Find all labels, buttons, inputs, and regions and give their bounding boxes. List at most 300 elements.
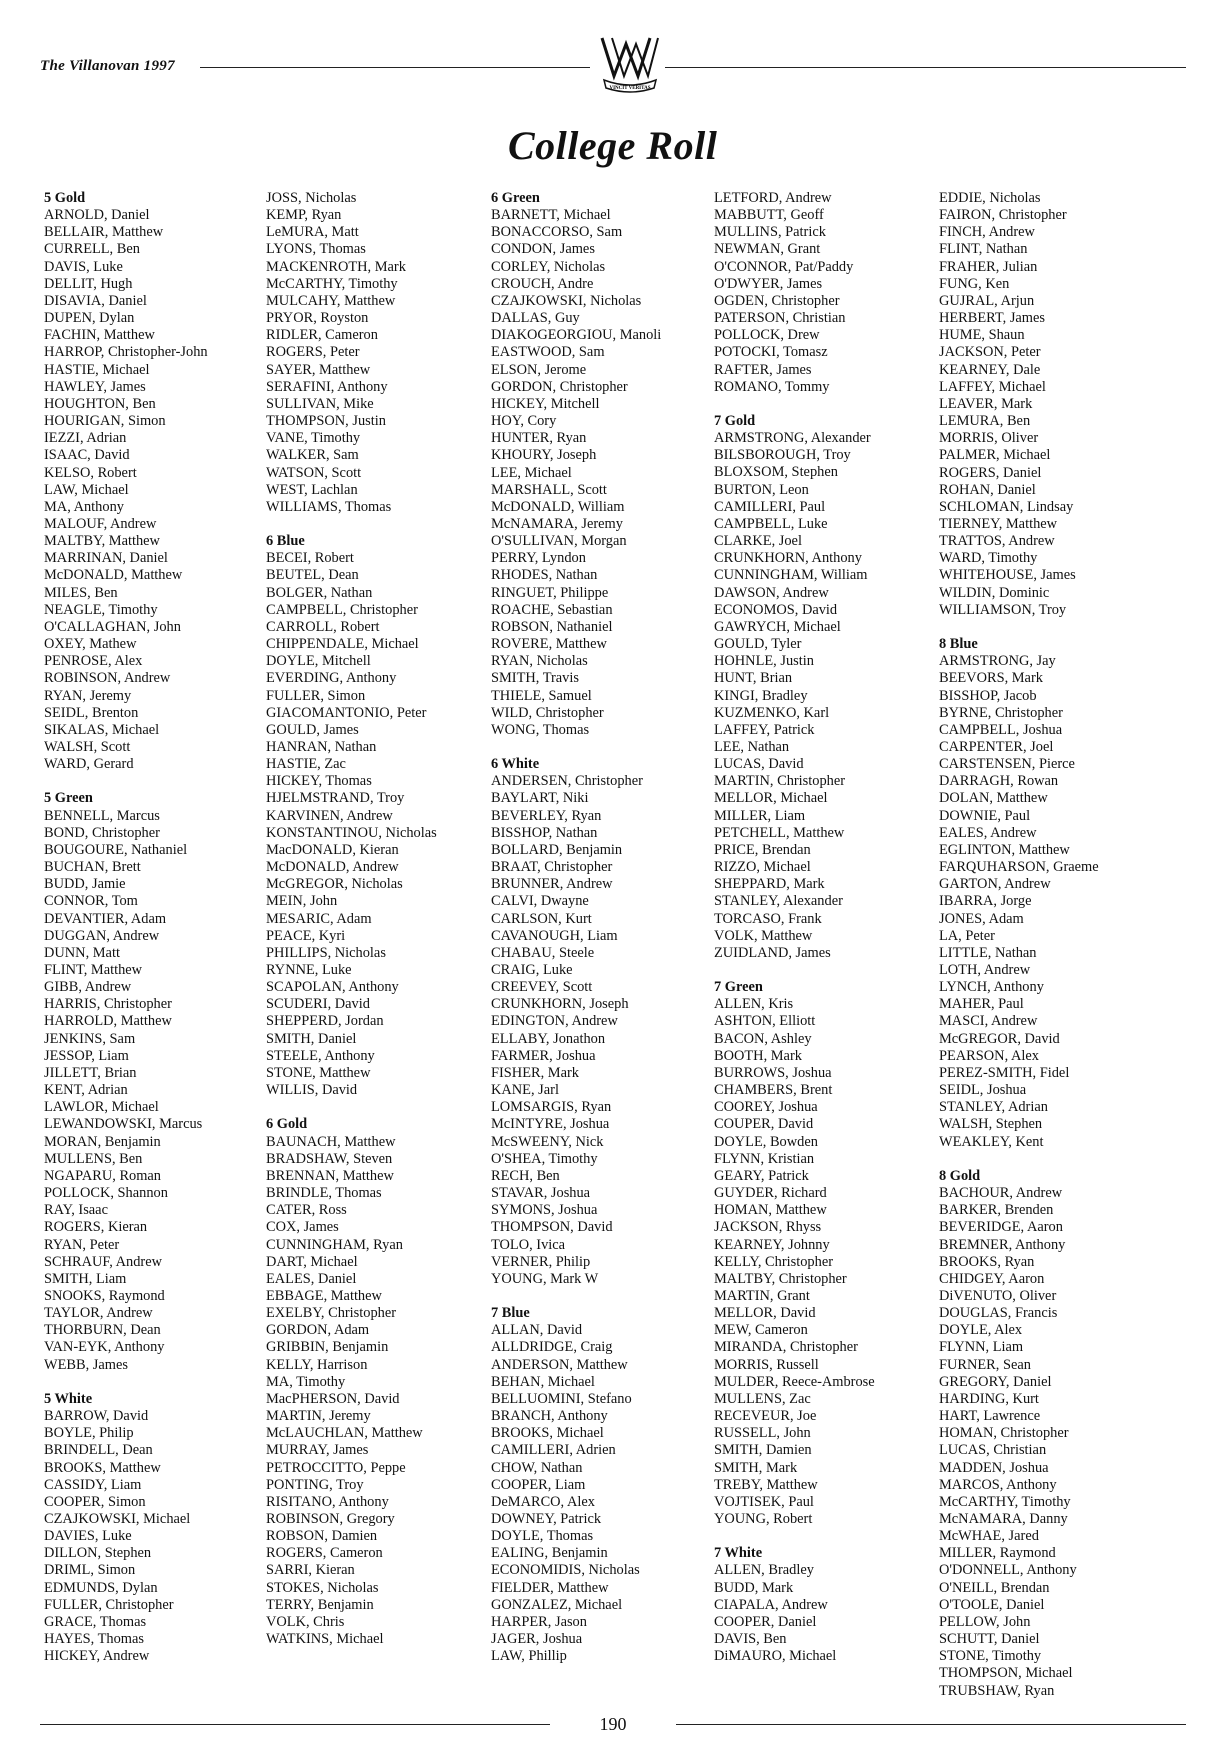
student-name: GORDON, Christopher bbox=[491, 378, 628, 395]
student-name: THOMPSON, Michael bbox=[939, 1665, 1073, 1682]
page-title: College Roll bbox=[508, 123, 718, 168]
student-name: LEMURA, Ben bbox=[939, 413, 1031, 430]
student-name: WARD, Timothy bbox=[939, 550, 1038, 567]
student-name: ARNOLD, Daniel bbox=[44, 207, 150, 224]
student-name: BOND, Christopher bbox=[44, 824, 160, 841]
student-name: CARROLL, Robert bbox=[266, 618, 380, 635]
student-name: RHODES, Nathan bbox=[491, 567, 598, 584]
student-name: KONSTANTINOU, Nicholas bbox=[266, 824, 437, 841]
student-name: SCHLOMAN, Lindsay bbox=[939, 498, 1074, 515]
student-name: WALSH, Scott bbox=[44, 739, 131, 755]
student-name: DILLON, Stephen bbox=[44, 1545, 152, 1562]
student-name: HARROLD, Matthew bbox=[44, 1013, 172, 1030]
student-name: McSWEENY, Nick bbox=[491, 1133, 604, 1150]
student-name: O'CONNOR, Pat/Paddy bbox=[714, 258, 854, 275]
student-name: GOULD, James bbox=[266, 721, 359, 738]
student-name: STANLEY, Alexander bbox=[714, 893, 843, 910]
student-name: CAMILLERI, Paul bbox=[714, 498, 826, 515]
student-name: LITTLE, Nathan bbox=[939, 944, 1037, 961]
student-name: CURRELL, Ben bbox=[44, 241, 140, 258]
student-name: ROHAN, Daniel bbox=[939, 481, 1036, 498]
student-name: LYNCH, Anthony bbox=[939, 979, 1044, 996]
student-name: SAYER, Matthew bbox=[266, 361, 371, 378]
class-section bbox=[939, 636, 1167, 1151]
page-header bbox=[40, 48, 1186, 91]
student-name: LA, Peter bbox=[939, 927, 995, 944]
student-name: EVERDING, Anthony bbox=[266, 670, 397, 687]
student-name: PRICE, Brendan bbox=[714, 841, 811, 858]
student-name: JILLETT, Brian bbox=[44, 1064, 137, 1081]
student-name: FUNG, Ken bbox=[939, 275, 1010, 292]
student-name: O'DWYER, James bbox=[714, 275, 823, 292]
student-name: HOY, Cory bbox=[491, 413, 557, 430]
student-name: BOOTH, Mark bbox=[714, 1047, 802, 1064]
student-name: STOKES, Nicholas bbox=[266, 1579, 379, 1596]
class-section bbox=[491, 1305, 719, 1665]
student-name: BRINDELL, Dean bbox=[44, 1442, 153, 1459]
student-name: VOLK, Chris bbox=[266, 1613, 345, 1630]
student-name: KINGI, Bradley bbox=[714, 687, 808, 704]
student-name: CARPENTER, Joel bbox=[939, 738, 1054, 755]
student-name: DOYLE, Alex bbox=[939, 1322, 1023, 1339]
class-section bbox=[714, 190, 942, 396]
student-name: CIAPALA, Andrew bbox=[714, 1596, 828, 1613]
student-name: FULLER, Christopher bbox=[44, 1596, 174, 1613]
publication-title: The Villanovan 1997 bbox=[40, 58, 175, 74]
student-name: MARRINAN, Daniel bbox=[44, 550, 168, 567]
student-name: FRAHER, Julian bbox=[939, 258, 1038, 275]
student-name: HART, Lawrence bbox=[939, 1408, 1041, 1425]
class-heading: 7 Green bbox=[714, 979, 763, 996]
student-name: ROGERS, Cameron bbox=[266, 1545, 383, 1562]
student-name: HARRIS, Christopher bbox=[44, 996, 172, 1013]
student-name: BILSBOROUGH, Troy bbox=[714, 447, 851, 464]
student-name: TIERNEY, Matthew bbox=[939, 515, 1058, 532]
student-name: EXELBY, Christopher bbox=[266, 1305, 397, 1322]
student-name: DAVIS, Luke bbox=[44, 258, 123, 275]
student-name: DELLIT, Hugh bbox=[44, 275, 133, 292]
student-name: PRYOR, Royston bbox=[266, 310, 369, 327]
student-name: GEARY, Patrick bbox=[714, 1167, 809, 1184]
student-name: O'NEILL, Brendan bbox=[939, 1579, 1050, 1596]
student-name: BOLLARD, Benjamin bbox=[491, 841, 623, 858]
student-name: GORDON, Adam bbox=[266, 1322, 370, 1339]
student-name: ZUIDLAND, James bbox=[714, 944, 831, 961]
student-name: HANRAN, Nathan bbox=[266, 738, 377, 755]
student-name: ROACHE, Sebastian bbox=[491, 601, 613, 618]
student-name: CRUNKHORN, Joseph bbox=[491, 996, 629, 1013]
class-heading: 8 Gold bbox=[939, 1167, 981, 1184]
student-name: WHITEHOUSE, James bbox=[939, 567, 1076, 584]
student-name: BUDD, Jamie bbox=[44, 876, 126, 893]
student-name: WARD, Gerard bbox=[44, 756, 134, 773]
student-name: DEVANTIER, Adam bbox=[44, 910, 167, 927]
student-name: GREGORY, Daniel bbox=[939, 1373, 1052, 1390]
student-name: KUZMENKO, Karl bbox=[714, 704, 830, 721]
student-name: DOLAN, Matthew bbox=[939, 790, 1048, 807]
student-name: HOMAN, Christopher bbox=[939, 1425, 1069, 1442]
student-name: McDONALD, William bbox=[491, 498, 625, 515]
student-name: RYAN, Peter bbox=[44, 1236, 120, 1253]
student-name: RYAN, Jeremy bbox=[44, 687, 132, 704]
class-heading: 6 Gold bbox=[266, 1116, 308, 1133]
student-name: PETCHELL, Matthew bbox=[714, 824, 845, 841]
student-name: PONTING, Troy bbox=[266, 1476, 364, 1493]
student-name: POTOCKI, Tomasz bbox=[714, 344, 828, 361]
student-name: HICKEY, Thomas bbox=[266, 773, 372, 790]
student-name: CUNNINGHAM, Ryan bbox=[266, 1236, 403, 1253]
student-name: KEARNEY, Dale bbox=[939, 361, 1041, 378]
student-name: HOHNLE, Justin bbox=[714, 653, 814, 670]
student-name: KELSO, Robert bbox=[44, 464, 137, 481]
student-name: CAMPBELL, Christopher bbox=[266, 601, 418, 618]
student-name: GRACE, Thomas bbox=[44, 1613, 147, 1630]
student-name: ALLEN, Bradley bbox=[714, 1562, 814, 1579]
header-rule-left bbox=[200, 67, 590, 68]
student-name: VOLK, Matthew bbox=[714, 927, 813, 944]
student-name: EALES, Andrew bbox=[939, 824, 1037, 841]
student-name: FULLER, Simon bbox=[266, 687, 366, 704]
student-name: WONG, Thomas bbox=[491, 721, 590, 738]
student-name: CHIDGEY, Aaron bbox=[939, 1270, 1045, 1287]
class-section bbox=[44, 790, 272, 1373]
student-name: DISAVIA, Daniel bbox=[44, 292, 147, 309]
student-name: SMITH, Damien bbox=[714, 1442, 812, 1459]
student-name: PETROCCITTO, Peppe bbox=[266, 1459, 406, 1476]
student-name: McDONALD, Andrew bbox=[266, 859, 399, 876]
student-name: EALING, Benjamin bbox=[491, 1545, 608, 1562]
student-name: McCARTHY, Timothy bbox=[939, 1493, 1071, 1510]
student-name: SMITH, Daniel bbox=[266, 1030, 357, 1047]
roll-column-4 bbox=[714, 190, 942, 1683]
student-name: JOSS, Nicholas bbox=[266, 190, 357, 206]
student-name: CAVANOUGH, Liam bbox=[491, 927, 618, 944]
student-name: MIRANDA, Christopher bbox=[714, 1339, 858, 1356]
student-name: MacDONALD, Kieran bbox=[266, 841, 399, 858]
student-name: LETFORD, Andrew bbox=[714, 190, 832, 206]
student-name: DAWSON, Andrew bbox=[714, 584, 829, 601]
student-name: KANE, Jarl bbox=[491, 1082, 559, 1099]
student-name: ALLAN, David bbox=[491, 1322, 583, 1339]
student-name: BLOXSOM, Stephen bbox=[714, 464, 838, 481]
student-name: BAYLART, Niki bbox=[491, 790, 589, 807]
student-name: DRIML, Simon bbox=[44, 1562, 136, 1579]
student-name: IEZZI, Adrian bbox=[44, 430, 127, 447]
student-name: WEBB, James bbox=[44, 1356, 128, 1373]
student-name: CUNNINGHAM, William bbox=[714, 567, 868, 584]
student-name: SYMONS, Joshua bbox=[491, 1202, 598, 1219]
student-name: ARMSTRONG, Alexander bbox=[714, 430, 871, 447]
student-name: LOTH, Andrew bbox=[939, 962, 1031, 979]
student-name: MA, Anthony bbox=[44, 498, 124, 515]
student-name: MILLER, Liam bbox=[714, 807, 806, 824]
class-section bbox=[491, 190, 719, 739]
student-name: CATER, Ross bbox=[266, 1202, 347, 1219]
student-name: DUNN, Matt bbox=[44, 944, 120, 961]
student-name: SCHRAUF, Andrew bbox=[44, 1253, 162, 1270]
student-name: WILLIAMS, Thomas bbox=[266, 498, 392, 515]
student-name: McDONALD, Matthew bbox=[44, 567, 183, 584]
student-name: RINGUET, Philippe bbox=[491, 584, 609, 601]
student-name: MEIN, John bbox=[266, 893, 338, 910]
student-name: FLINT, Nathan bbox=[939, 241, 1028, 258]
student-name: WATSON, Scott bbox=[266, 464, 362, 481]
class-heading: 5 White bbox=[44, 1390, 93, 1407]
student-name: ELSON, Jerome bbox=[491, 361, 587, 378]
student-name: WALSH, Stephen bbox=[939, 1116, 1043, 1133]
student-name: O'CALLAGHAN, John bbox=[44, 618, 181, 635]
student-name: MULCAHY, Matthew bbox=[266, 292, 396, 309]
student-name: OXEY, Mathew bbox=[44, 636, 137, 653]
student-name: BARNETT, Michael bbox=[491, 207, 611, 224]
student-name: RECEVEUR, Joe bbox=[714, 1408, 817, 1425]
student-name: LAWLOR, Michael bbox=[44, 1099, 159, 1116]
student-name: YOUNG, Robert bbox=[714, 1511, 813, 1527]
student-name: HASTIE, Michael bbox=[44, 361, 150, 378]
student-name: GAWRYCH, Michael bbox=[714, 618, 841, 635]
student-name: THOMPSON, Justin bbox=[266, 413, 386, 430]
student-name: RAFTER, James bbox=[714, 361, 812, 378]
class-section bbox=[939, 1168, 1167, 1700]
student-name: COOPER, Liam bbox=[491, 1476, 586, 1493]
student-name: CZAJKOWSKI, Nicholas bbox=[491, 292, 642, 309]
student-name: McCARTHY, Timothy bbox=[266, 275, 398, 292]
student-name: NGAPARU, Roman bbox=[44, 1167, 162, 1184]
student-name: FISHER, Mark bbox=[491, 1064, 579, 1081]
student-name: KENT, Adrian bbox=[44, 1082, 128, 1099]
student-name: O'SHEA, Timothy bbox=[491, 1150, 598, 1167]
student-name: HUNTER, Ryan bbox=[491, 430, 587, 447]
student-name: ANDERSON, Matthew bbox=[491, 1356, 628, 1373]
student-name: MULDER, Reece-Ambrose bbox=[714, 1373, 875, 1390]
student-name: MILES, Ben bbox=[44, 584, 118, 601]
student-name: FAIRON, Christopher bbox=[939, 207, 1067, 224]
student-name: STONE, Timothy bbox=[939, 1648, 1042, 1665]
student-name: DeMARCO, Alex bbox=[491, 1493, 595, 1510]
student-name: ROBSON, Damien bbox=[266, 1528, 378, 1545]
student-name: MULLINS, Patrick bbox=[714, 224, 826, 241]
student-name: MESARIC, Adam bbox=[266, 910, 372, 927]
student-name: LAW, Michael bbox=[44, 481, 129, 498]
class-heading: 7 Blue bbox=[491, 1305, 530, 1322]
class-heading: 7 Gold bbox=[714, 413, 756, 430]
student-name: ANDERSEN, Christopher bbox=[491, 773, 643, 790]
student-name: SCUDERI, David bbox=[266, 996, 370, 1013]
student-name: CLARKE, Joel bbox=[714, 533, 802, 550]
roll-column-3 bbox=[491, 190, 719, 1683]
student-name: KEMP, Ryan bbox=[266, 207, 342, 224]
class-heading: 5 Gold bbox=[44, 190, 86, 206]
class-section bbox=[266, 533, 494, 1099]
student-name: HARROP, Christopher-John bbox=[44, 344, 208, 361]
student-name: MAHER, Paul bbox=[939, 996, 1024, 1013]
student-name: BOYLE, Philip bbox=[44, 1425, 134, 1442]
student-name: JESSOP, Liam bbox=[44, 1047, 129, 1064]
student-name: BEEVORS, Mark bbox=[939, 670, 1043, 687]
student-name: ROGERS, Peter bbox=[266, 344, 360, 361]
student-name: MORRIS, Russell bbox=[714, 1356, 819, 1373]
student-name: RIDLER, Cameron bbox=[266, 327, 378, 344]
student-name: DAVIS, Ben bbox=[714, 1631, 787, 1648]
student-name: VAN-EYK, Anthony bbox=[44, 1339, 165, 1356]
student-name: O'TOOLE, Daniel bbox=[939, 1596, 1045, 1613]
student-name: HUME, Shaun bbox=[939, 327, 1025, 344]
student-name: VANE, Timothy bbox=[266, 430, 361, 447]
student-name: LEE, Nathan bbox=[714, 738, 790, 755]
roll-column-2 bbox=[266, 190, 494, 1665]
class-section bbox=[44, 190, 272, 773]
student-name: NEWMAN, Grant bbox=[714, 241, 821, 258]
header-rule-right bbox=[665, 67, 1186, 68]
student-name: KHOURY, Joseph bbox=[491, 447, 597, 464]
student-name: THORBURN, Dean bbox=[44, 1322, 161, 1339]
class-section bbox=[266, 1116, 494, 1648]
student-name: TORCASO, Frank bbox=[714, 910, 822, 927]
class-section bbox=[714, 979, 942, 1528]
student-name: BEUTEL, Dean bbox=[266, 567, 359, 584]
student-name: FACHIN, Matthew bbox=[44, 327, 155, 344]
student-name: MALTBY, Matthew bbox=[44, 533, 160, 550]
student-name: EDMUNDS, Dylan bbox=[44, 1579, 158, 1596]
student-name: JAGER, Joshua bbox=[491, 1631, 583, 1648]
student-name: TOLO, Ivica bbox=[491, 1236, 566, 1253]
student-name: WATKINS, Michael bbox=[266, 1631, 384, 1648]
student-name: BISSHOP, Nathan bbox=[491, 824, 598, 841]
student-name: ROMANO, Tommy bbox=[714, 378, 830, 395]
student-name: McNAMARA, Danny bbox=[939, 1511, 1068, 1527]
page-footer bbox=[40, 1714, 1186, 1734]
student-name: BONACCORSO, Sam bbox=[491, 224, 623, 241]
student-name: IBARRA, Jorge bbox=[939, 893, 1032, 910]
student-name: KELLY, Christopher bbox=[714, 1253, 834, 1270]
student-name: McGREGOR, Nicholas bbox=[266, 876, 403, 893]
student-name: EBBAGE, Matthew bbox=[266, 1287, 382, 1304]
student-name: DALLAS, Guy bbox=[491, 310, 580, 327]
student-name: LeMURA, Matt bbox=[266, 224, 359, 241]
student-name: OGDEN, Christopher bbox=[714, 292, 840, 309]
student-name: BOUGOURE, Nathaniel bbox=[44, 841, 188, 858]
student-name: CAMILLERI, Adrien bbox=[491, 1442, 616, 1459]
student-name: HARPER, Jason bbox=[491, 1613, 587, 1630]
student-name: MORAN, Benjamin bbox=[44, 1133, 161, 1150]
student-name: HAYES, Thomas bbox=[44, 1631, 144, 1648]
student-name: PEACE, Kyri bbox=[266, 927, 346, 944]
student-name: MADDEN, Joshua bbox=[939, 1459, 1049, 1476]
student-name: BEVERLEY, Ryan bbox=[491, 807, 602, 824]
student-name: MELLOR, Michael bbox=[714, 790, 828, 807]
student-name: DART, Michael bbox=[266, 1253, 358, 1270]
student-name: CHABAU, Steele bbox=[491, 944, 595, 961]
student-name: BEVERIDGE, Aaron bbox=[939, 1219, 1063, 1236]
student-name: STAVAR, Joshua bbox=[491, 1185, 591, 1202]
student-name: SIKALAS, Michael bbox=[44, 721, 160, 738]
student-name: SERAFINI, Anthony bbox=[266, 378, 388, 395]
student-name: LAFFEY, Patrick bbox=[714, 721, 815, 738]
student-name: PEREZ-SMITH, Fidel bbox=[939, 1064, 1070, 1081]
class-heading: 6 White bbox=[491, 756, 540, 773]
student-name: VERNER, Philip bbox=[491, 1253, 591, 1270]
class-section bbox=[714, 1545, 942, 1665]
student-name: ROGERS, Kieran bbox=[44, 1219, 148, 1236]
student-name: BACON, Ashley bbox=[714, 1030, 812, 1047]
student-name: DOYLE, Bowden bbox=[714, 1133, 818, 1150]
student-name: THOMPSON, David bbox=[491, 1219, 613, 1236]
student-name: FINCH, Andrew bbox=[939, 224, 1035, 241]
student-name: DAVIES, Luke bbox=[44, 1528, 132, 1545]
student-name: WILLIAMSON, Troy bbox=[939, 601, 1067, 618]
student-name: ELLABY, Jonathon bbox=[491, 1030, 606, 1047]
student-name: CHOW, Nathan bbox=[491, 1459, 583, 1476]
student-name: SHEPPARD, Mark bbox=[714, 876, 825, 893]
student-name: SHEPPERD, Jordan bbox=[266, 1013, 384, 1030]
student-name: MULLENS, Zac bbox=[714, 1390, 811, 1407]
student-name: BELLAIR, Matthew bbox=[44, 224, 164, 241]
student-name: GIACOMANTONIO, Peter bbox=[266, 704, 427, 721]
student-name: ASHTON, Elliott bbox=[714, 1013, 816, 1030]
student-name: SEIDL, Brenton bbox=[44, 704, 139, 721]
student-name: DOUGLAS, Francis bbox=[939, 1305, 1058, 1322]
student-name: RIZZO, Michael bbox=[714, 859, 811, 876]
class-section bbox=[939, 190, 1167, 619]
student-name: BOLGER, Nathan bbox=[266, 584, 373, 601]
class-heading: 6 Green bbox=[491, 190, 540, 206]
student-name: COOPER, Simon bbox=[44, 1493, 146, 1510]
student-name: BUDD, Mark bbox=[714, 1579, 794, 1596]
student-name: BRAAT, Christopher bbox=[491, 859, 613, 876]
student-name: DIAKOGEORGIOU, Manoli bbox=[491, 327, 662, 344]
student-name: CARLSON, Kurt bbox=[491, 910, 592, 927]
roll-column-5 bbox=[939, 190, 1167, 1717]
student-name: MacPHERSON, David bbox=[266, 1390, 400, 1407]
student-name: CZAJKOWSKI, Michael bbox=[44, 1511, 191, 1527]
student-name: PATERSON, Christian bbox=[714, 310, 846, 327]
student-name: COUPER, David bbox=[714, 1116, 814, 1133]
student-name: BROOKS, Matthew bbox=[44, 1459, 161, 1476]
student-name: FARQUHARSON, Graeme bbox=[939, 859, 1099, 876]
student-name: SMITH, Liam bbox=[44, 1270, 127, 1287]
student-name: HICKEY, Andrew bbox=[44, 1648, 150, 1665]
student-name: HASTIE, Zac bbox=[266, 756, 346, 773]
student-name: RYNNE, Luke bbox=[266, 962, 352, 979]
student-name: McGREGOR, David bbox=[939, 1030, 1060, 1047]
student-name: BEHAN, Michael bbox=[491, 1373, 595, 1390]
student-name: ROBINSON, Andrew bbox=[44, 670, 171, 687]
class-section bbox=[266, 190, 494, 516]
student-name: FLINT, Matthew bbox=[44, 962, 143, 979]
student-name: DUGGAN, Andrew bbox=[44, 927, 160, 944]
student-name: BACHOUR, Andrew bbox=[939, 1185, 1063, 1202]
student-name: FURNER, Sean bbox=[939, 1356, 1031, 1373]
student-name: CREEVEY, Scott bbox=[491, 979, 593, 996]
student-name: ISAAC, David bbox=[44, 447, 130, 464]
student-name: TAYLOR, Andrew bbox=[44, 1305, 153, 1322]
student-name: BARKER, Brenden bbox=[939, 1202, 1054, 1219]
student-name: BRENNAN, Matthew bbox=[266, 1167, 394, 1184]
student-name: CHAMBERS, Brent bbox=[714, 1082, 833, 1099]
student-name: MACKENROTH, Mark bbox=[266, 258, 406, 275]
student-name: BRINDLE, Thomas bbox=[266, 1185, 382, 1202]
student-name: TERRY, Benjamin bbox=[266, 1596, 374, 1613]
student-name: FLYNN, Kristian bbox=[714, 1150, 815, 1167]
student-name: McLAUCHLAN, Matthew bbox=[266, 1425, 423, 1442]
student-name: MULLENS, Ben bbox=[44, 1150, 143, 1167]
student-name: MORRIS, Oliver bbox=[939, 430, 1039, 447]
student-name: CASSIDY, Liam bbox=[44, 1476, 142, 1493]
student-name: ROBINSON, Gregory bbox=[266, 1511, 395, 1527]
student-name: JACKSON, Peter bbox=[939, 344, 1041, 361]
student-name: CORLEY, Nicholas bbox=[491, 258, 606, 275]
class-heading: 7 White bbox=[714, 1545, 763, 1562]
